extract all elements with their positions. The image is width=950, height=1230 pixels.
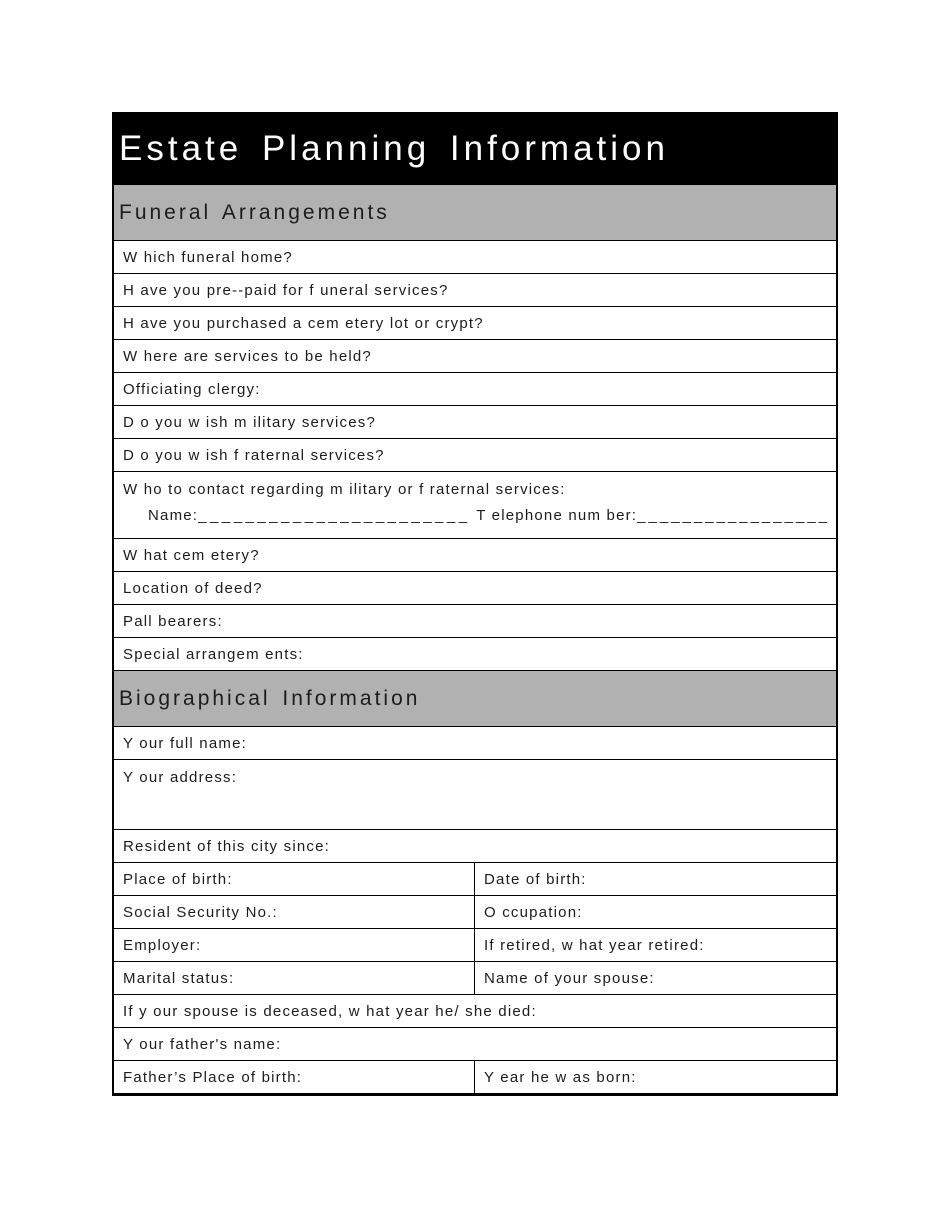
name-blank-line[interactable]: _______________________ [198, 507, 471, 524]
field-spouse-name: Name of your spouse: [484, 969, 655, 987]
field-resident-since: Resident of this city since: [114, 829, 836, 862]
row-birth [114, 862, 836, 895]
field-social-security-no: Social Security No.: [114, 896, 475, 928]
section-header-biographical: Biographical Information [114, 670, 836, 726]
field-military-services: D o you w ish m ilitary services? [114, 405, 836, 438]
field-special-arrangements: Special arrangem ents: [114, 637, 836, 670]
field-place-of-birth: Place of birth: [114, 863, 475, 895]
document-title: Estate Planning Information [114, 114, 836, 184]
telephone-number-label: T elephone num ber: [476, 507, 638, 524]
field-pall-bearers: Pall bearers: [114, 604, 836, 637]
field-prepaid-funeral-services: H ave you pre--paid for f uneral services? [114, 273, 836, 306]
field-fathers-place-of-birth: Father’s Place of birth: [114, 1061, 475, 1093]
field-marital-status: Marital status: [114, 962, 475, 994]
field-spouse-deceased-year: If y our spouse is deceased, w hat year he/ she died: [114, 994, 836, 1027]
field-contact-military-fraternal [114, 471, 836, 538]
row-marital-spouse [114, 961, 836, 994]
section-header-funeral: Funeral Arrangements [114, 184, 836, 240]
field-fraternal-services: D o you w ish f raternal services? [114, 438, 836, 471]
field-what-cemetery: W hat cem etery? [114, 538, 836, 571]
row-ssn-occupation [114, 895, 836, 928]
contact-question: W ho to contact regarding m ilitary or f raternal services: [123, 481, 566, 498]
field-where-services-held: W here are services to be held? [114, 339, 836, 372]
field-date-of-birth: Date of birth: [484, 870, 587, 888]
field-employer: Employer: [114, 929, 475, 961]
field-retired-year: If retired, w hat year retired: [484, 936, 705, 954]
field-officiating-clergy: Officiating clergy: [114, 372, 836, 405]
field-cemetery-lot-or-crypt: H ave you purchased a cem etery lot or crypt? [114, 306, 836, 339]
estate-planning-form [112, 112, 838, 1096]
row-employer-retired [114, 928, 836, 961]
row-father-birth [114, 1060, 836, 1093]
field-location-of-deed: Location of deed? [114, 571, 836, 604]
field-occupation: O ccupation: [484, 903, 583, 921]
name-label: Name: [148, 507, 199, 524]
telephone-blank-line[interactable]: _________________ [637, 507, 830, 524]
field-fathers-name: Y our father's name: [114, 1027, 836, 1060]
field-which-funeral-home: W hich funeral home? [114, 240, 836, 273]
contact-fill-line [123, 507, 830, 524]
field-your-address: Y our address: [114, 759, 836, 829]
field-your-full-name: Y our full name: [114, 726, 836, 759]
field-father-year-born: Y ear he w as born: [484, 1068, 637, 1086]
